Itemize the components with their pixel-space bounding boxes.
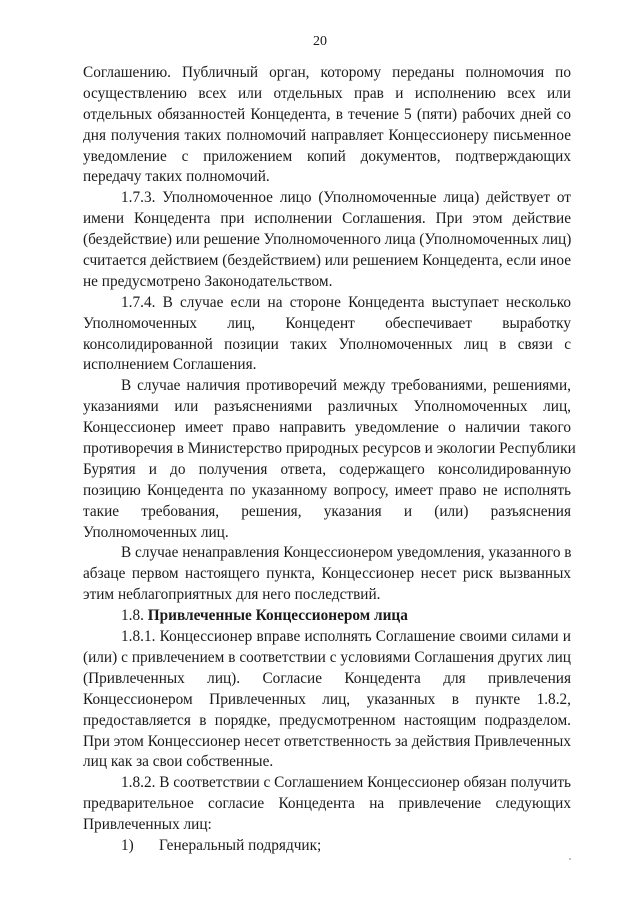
text-line: В случае ненаправления Концессионером уведомления, указанного в [121, 544, 572, 562]
text-line: (Привлеченных лиц). Согласие Концедента для привлечения [83, 669, 571, 687]
text-line: предоставляется в порядке, предусмотренном настоящим подразделом. [83, 711, 571, 729]
text-line: Концессионером Привлеченных лиц, указанных в пункте 1.8.2, [83, 690, 571, 708]
text-line: противоречия в Министерство природных ресурсов и экологии Республики [83, 440, 576, 458]
text-line: (или) с привлечением в соответствии с условиями Соглашения других лиц [83, 648, 571, 666]
section-number: 1.8. [121, 607, 144, 625]
paragraph-1-8-2 [83, 773, 571, 836]
text-line: Концессионер имеет право направить уведомление о наличии такого [83, 419, 571, 437]
list-item-number: 1) [121, 836, 134, 854]
text-line: передачу таких полномочий. [83, 168, 270, 186]
text-line: При этом Концессионер несет ответственность за действия Привлеченных [83, 732, 571, 750]
section-title: Привлеченные Концессионером лица [147, 607, 408, 625]
page-number: 20 [313, 34, 327, 49]
paragraph-1-7-3 [83, 188, 571, 292]
paragraph-1-7-4 [83, 293, 571, 377]
text-line: 1.8.2. В соответствии с Соглашением Концессионер обязан получить [121, 774, 572, 792]
scan-speck [569, 858, 571, 860]
text-line: считается действием (бездействием) или решением Концедента, если иное [83, 252, 571, 270]
text-line: Соглашению. Публичный орган, которому переданы полномочия по [83, 64, 571, 81]
text-line: Уполномоченных лиц. [83, 523, 229, 541]
text-line: 1.8.1. Концессионер вправе исполнять Соглашение своими силами и [121, 628, 571, 646]
paragraph-no-notice [83, 543, 571, 606]
text-line: исполнением Соглашения. [83, 356, 257, 374]
numbered-list [83, 836, 571, 857]
text-line: указаниями или разъяснениями различных Уполномоченных лиц, [83, 398, 571, 416]
text-line: такие требования, решения, указания и (или) разъяснения [83, 502, 571, 520]
text-line: Бурятия и до получения ответа, содержащего консолидированную [83, 460, 571, 478]
text-line: (бездействие) или решение Уполномоченного лица (Уполномоченных лиц) [83, 231, 572, 249]
list-item [83, 836, 571, 857]
text-line: предварительное согласие Концедента на привлечение следующих [83, 795, 571, 813]
text-line: осуществлению всех или отдельных прав и исполнению всех или [83, 84, 571, 102]
text-line: В случае наличия противоречий между требованиями, решениями, [121, 377, 571, 395]
list-item-text: Генеральный подрядчик; [159, 836, 322, 854]
text-line: имени Концедента при исполнении Соглашения. При этом действие [83, 210, 571, 228]
paragraph-contradictions [83, 376, 576, 543]
text-line: этим неблагоприятных для него последствий. [83, 586, 381, 604]
paragraph-continuation [83, 63, 571, 188]
text-line: уведомление с приложением копий документов, подтверждающих [83, 147, 571, 165]
section-heading-line [83, 606, 571, 627]
text-line: абзаце первом настоящего пункта, Концессионер несет риск вызванных [83, 565, 571, 583]
text-line: дня получения таких полномочий направляет Концессионеру письменное [83, 126, 571, 144]
text-line: Привлеченных лиц: [83, 816, 212, 834]
text-line: не предусмотрено Законодательством. [83, 272, 333, 290]
text-line: отдельных обязанностей Концедента, в течение 5 (пяти) рабочих дней со [83, 105, 571, 123]
text-line: 1.7.4. В случае если на стороне Концедента выступает несколько [121, 293, 571, 311]
text-line: лиц как за свои собственные. [83, 753, 274, 771]
text-line: позицию Концедента по указанному вопросу, имеет право не исполнять [83, 481, 571, 499]
text-line: консолидированной позиции таких Уполномоченных лиц в связи с [83, 335, 571, 353]
paragraph-1-8-1 [83, 627, 571, 773]
text-line: Уполномоченных лиц, Концедент обеспечивает выработку [83, 314, 571, 332]
text-line: 1.7.3. Уполномоченное лицо (Уполномоченные лица) действует от [121, 189, 571, 207]
section-heading-1-8 [83, 606, 571, 627]
document-body [83, 63, 576, 857]
